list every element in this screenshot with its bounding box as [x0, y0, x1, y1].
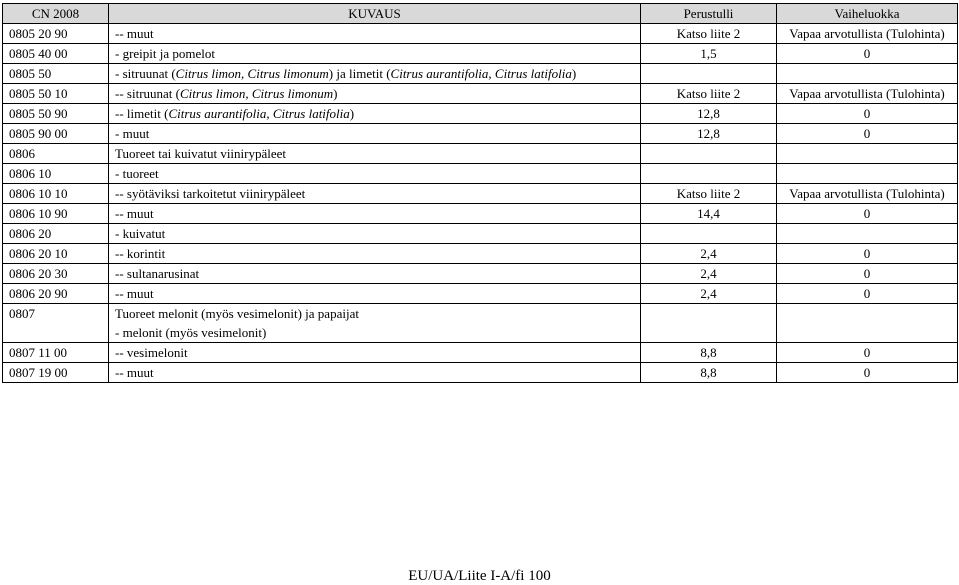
cn-code-cell: 0806	[3, 144, 109, 164]
cn-code-cell: 0806 20 10	[3, 244, 109, 264]
description-text: )	[571, 66, 577, 81]
latin-name-text: Citrus limon, Citrus limonum	[175, 66, 329, 81]
variation-cell	[777, 144, 958, 164]
base-rate-cell: 14,4	[641, 204, 777, 224]
description-cell	[109, 343, 641, 363]
variation-cell: 0	[777, 204, 958, 224]
cn-code-cell: 0806 20	[3, 224, 109, 244]
header-cn-code: CN 2008	[3, 4, 109, 24]
table-row	[3, 84, 958, 104]
variation-cell: 0	[777, 284, 958, 304]
description-cell	[109, 124, 641, 144]
variation-cell: Vapaa arvotullista (Tulohinta)	[777, 24, 958, 44]
variation-cell	[777, 304, 958, 324]
description-text: -- limetit (	[115, 106, 169, 121]
page-footer: EU/UA/Liite I-A/fi 100	[408, 568, 551, 584]
description-text: - muut	[115, 126, 150, 141]
description-cell	[109, 184, 641, 204]
base-rate-cell: Katso liite 2	[641, 184, 777, 204]
header-variation: Vaiheluokka	[777, 4, 958, 24]
description-text: Tuoreet tai kuivatut viinirypäleet	[115, 146, 287, 161]
cn-code-cell	[3, 323, 109, 343]
cn-code-cell: 0807	[3, 304, 109, 324]
description-text: -- muut	[115, 26, 154, 41]
cn-code-cell: 0806 10	[3, 164, 109, 184]
description-cell	[109, 104, 641, 124]
table-row	[3, 224, 958, 244]
latin-name-text: Citrus limon, Citrus limonum	[179, 86, 334, 101]
description-text: -- syötäviksi tarkoitetut viinirypäleet	[115, 186, 306, 201]
base-rate-cell: Katso liite 2	[641, 24, 777, 44]
variation-cell: 0	[777, 244, 958, 264]
variation-cell: 0	[777, 363, 958, 383]
variation-cell	[777, 64, 958, 84]
variation-cell: 0	[777, 264, 958, 284]
description-cell	[109, 24, 641, 44]
cn-code-cell: 0805 50 10	[3, 84, 109, 104]
table-row	[3, 244, 958, 264]
variation-cell: Vapaa arvotullista (Tulohinta)	[777, 84, 958, 104]
base-rate-cell: 1,5	[641, 44, 777, 64]
description-text: Tuoreet melonit (myös vesimelonit) ja papaijat	[115, 306, 359, 321]
base-rate-cell: 12,8	[641, 124, 777, 144]
variation-cell: 0	[777, 343, 958, 363]
cn-code-cell: 0805 40 00	[3, 44, 109, 64]
base-rate-cell	[641, 323, 777, 343]
table-row	[3, 284, 958, 304]
cn-code-cell: 0805 20 90	[3, 24, 109, 44]
table-header	[3, 4, 958, 24]
table-row	[3, 323, 958, 343]
table-row	[3, 104, 958, 124]
table-row	[3, 184, 958, 204]
tariff-table	[2, 3, 958, 383]
table-row	[3, 264, 958, 284]
base-rate-cell: 8,8	[641, 343, 777, 363]
base-rate-cell: 12,8	[641, 104, 777, 124]
description-text: -- sultanarusinat	[115, 266, 200, 281]
table-row	[3, 204, 958, 224]
description-cell	[109, 244, 641, 264]
header-base-rate: Perustulli	[641, 4, 777, 24]
description-text: - greipit ja pomelot	[115, 46, 216, 61]
cn-code-cell: 0806 10 10	[3, 184, 109, 204]
base-rate-cell	[641, 144, 777, 164]
base-rate-cell: 2,4	[641, 284, 777, 304]
variation-cell	[777, 224, 958, 244]
table-row	[3, 44, 958, 64]
latin-name-text: Citrus aurantifolia, Citrus latifolia	[390, 66, 572, 81]
latin-name-text: Citrus aurantifolia, Citrus latifolia	[168, 106, 350, 121]
table-row	[3, 144, 958, 164]
table-row	[3, 363, 958, 383]
cn-code-cell: 0805 50	[3, 64, 109, 84]
base-rate-cell	[641, 304, 777, 324]
base-rate-cell: 2,4	[641, 264, 777, 284]
base-rate-cell	[641, 64, 777, 84]
description-text: - sitruunat (	[115, 66, 176, 81]
description-cell	[109, 44, 641, 64]
variation-cell	[777, 164, 958, 184]
table-body	[3, 24, 958, 383]
base-rate-cell: 8,8	[641, 363, 777, 383]
description-cell	[109, 284, 641, 304]
description-cell	[109, 304, 641, 324]
table-row	[3, 24, 958, 44]
description-cell	[109, 84, 641, 104]
description-text: - kuivatut	[115, 226, 166, 241]
base-rate-cell: Katso liite 2	[641, 84, 777, 104]
header-row	[3, 4, 958, 24]
variation-cell: Vapaa arvotullista (Tulohinta)	[777, 184, 958, 204]
variation-cell: 0	[777, 44, 958, 64]
cn-code-cell: 0807 19 00	[3, 363, 109, 383]
cn-code-cell: 0806 10 90	[3, 204, 109, 224]
variation-cell: 0	[777, 124, 958, 144]
description-cell	[109, 144, 641, 164]
description-cell	[109, 204, 641, 224]
description-text: ) ja limetit (	[328, 66, 391, 81]
table-row	[3, 64, 958, 84]
description-text: - tuoreet	[115, 166, 159, 181]
description-text: -- korintit	[115, 246, 166, 261]
description-text: )	[333, 86, 338, 101]
description-text: -- muut	[115, 365, 154, 380]
table-row	[3, 343, 958, 363]
header-description: KUVAUS	[109, 4, 641, 24]
table-row	[3, 164, 958, 184]
description-cell	[109, 264, 641, 284]
base-rate-cell	[641, 164, 777, 184]
description-cell	[109, 363, 641, 383]
description-text: -- muut	[115, 286, 154, 301]
cn-code-cell: 0805 90 00	[3, 124, 109, 144]
cn-code-cell: 0806 20 30	[3, 264, 109, 284]
table-row	[3, 124, 958, 144]
description-text: -- sitruunat (	[115, 86, 180, 101]
cn-code-cell: 0805 50 90	[3, 104, 109, 124]
description-cell	[109, 323, 641, 343]
cn-code-cell: 0807 11 00	[3, 343, 109, 363]
description-cell	[109, 164, 641, 184]
variation-cell	[777, 323, 958, 343]
description-cell	[109, 224, 641, 244]
variation-cell: 0	[777, 104, 958, 124]
description-text: - melonit (myös vesimelonit)	[115, 325, 267, 340]
table-row	[3, 304, 958, 324]
base-rate-cell: 2,4	[641, 244, 777, 264]
base-rate-cell	[641, 224, 777, 244]
description-text: -- muut	[115, 206, 154, 221]
description-text: )	[349, 106, 355, 121]
cn-code-cell: 0806 20 90	[3, 284, 109, 304]
description-cell	[109, 64, 641, 84]
description-text: -- vesimelonit	[115, 345, 188, 360]
